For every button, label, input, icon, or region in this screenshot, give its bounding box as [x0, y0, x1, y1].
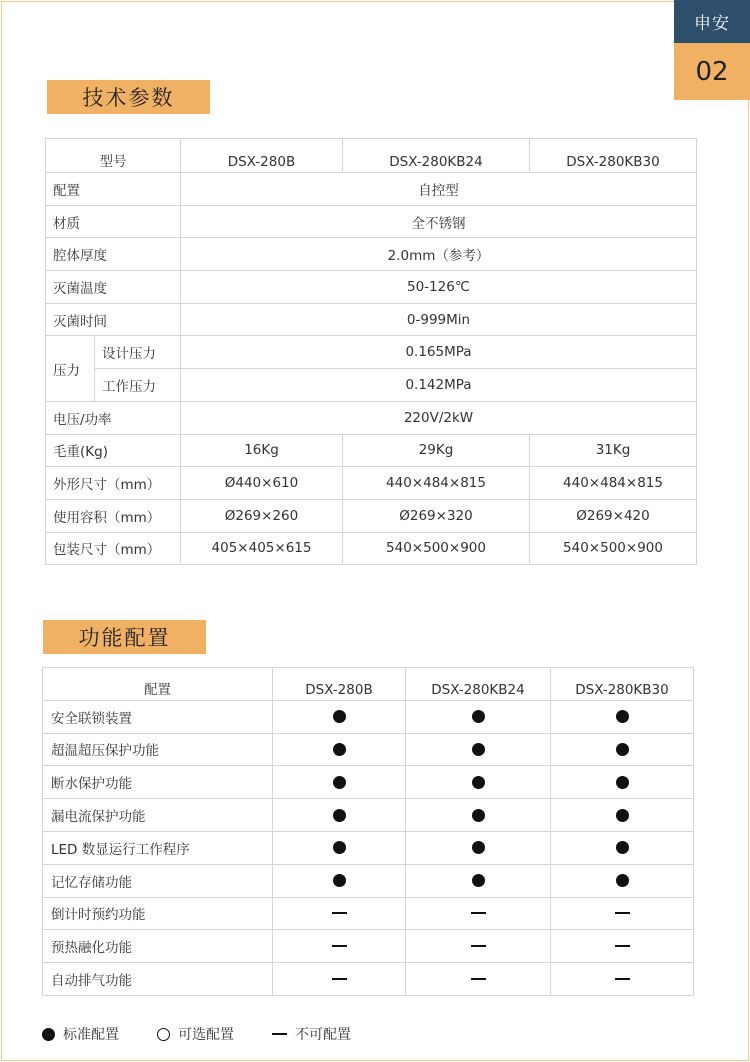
row-value: 自控型: [181, 173, 697, 206]
dash-icon: [332, 945, 347, 947]
legend-optional: [157, 1024, 234, 1044]
features-header-model: DSX-280KB24: [406, 668, 551, 701]
filled-dot-icon: [472, 874, 485, 887]
feature-mark-cell: [406, 864, 551, 897]
feature-mark-cell: [406, 766, 551, 799]
feature-mark-cell: [406, 930, 551, 963]
corner-tab: [674, 0, 750, 100]
feature-mark-cell: [273, 963, 406, 996]
feature-row: [43, 700, 694, 733]
filled-dot-icon: [333, 776, 346, 789]
legend-none-label: 不可配置: [295, 1027, 351, 1043]
feature-mark-cell: [551, 831, 694, 864]
feature-row: [43, 733, 694, 766]
spec-table: [45, 138, 697, 565]
filled-dot-icon: [333, 874, 346, 887]
spec-row-package: [46, 532, 697, 565]
feature-mark-cell: [273, 930, 406, 963]
brand-label: 申安: [674, 0, 750, 43]
dash-icon: [332, 978, 347, 980]
feature-row: [43, 930, 694, 963]
row-label: 使用容积（mm）: [46, 499, 181, 532]
feature-mark-cell: [551, 799, 694, 832]
feature-mark-cell: [273, 799, 406, 832]
feature-mark-cell: [406, 799, 551, 832]
spec-row-power: [46, 401, 697, 434]
feature-label: LED 数显运行工作程序: [43, 831, 273, 864]
row-label: 灭菌时间: [46, 303, 181, 336]
features-header-row: [43, 668, 694, 701]
feature-mark-cell: [406, 733, 551, 766]
filled-dot-icon: [616, 874, 629, 887]
row-value: 440×484×815: [530, 467, 697, 500]
feature-label: 漏电流保护功能: [43, 799, 273, 832]
feature-label: 预热融化功能: [43, 930, 273, 963]
feature-mark-cell: [273, 766, 406, 799]
feature-mark-cell: [551, 930, 694, 963]
spec-row-design-pressure: [46, 336, 697, 369]
feature-label: 断水保护功能: [43, 766, 273, 799]
spec-header-model: DSX-280KB30: [530, 139, 697, 173]
features-body: [43, 700, 694, 995]
filled-dot-icon: [616, 710, 629, 723]
filled-dot-icon: [472, 743, 485, 756]
feature-mark-cell: [551, 700, 694, 733]
filled-dot-icon: [616, 809, 629, 822]
filled-dot-icon: [616, 743, 629, 756]
row-label: 电压/功率: [46, 401, 181, 434]
row-label: 灭菌温度: [46, 271, 181, 304]
spec-header-model: DSX-280KB24: [343, 139, 530, 173]
legend: [42, 1024, 389, 1044]
row-value: Ø269×260: [181, 499, 343, 532]
row-label: 包装尺寸（mm）: [46, 532, 181, 565]
feature-label: 倒计时预约功能: [43, 897, 273, 930]
feature-mark-cell: [406, 831, 551, 864]
legend-none: [272, 1024, 351, 1044]
row-value: Ø269×420: [530, 499, 697, 532]
features-table: [42, 667, 694, 996]
feature-mark-cell: [551, 897, 694, 930]
dash-icon: [471, 978, 486, 980]
feature-label: 超温超压保护功能: [43, 733, 273, 766]
row-label: 毛重(Kg): [46, 434, 181, 467]
feature-mark-cell: [273, 700, 406, 733]
row-label: 配置: [46, 173, 181, 206]
spec-row-work-pressure: [46, 369, 697, 402]
feature-mark-cell: [406, 700, 551, 733]
dash-icon: [332, 912, 347, 914]
row-sublabel: 工作压力: [95, 369, 181, 402]
features-header-model: DSX-280B: [273, 668, 406, 701]
filled-dot-icon: [472, 809, 485, 822]
spec-header-model: DSX-280B: [181, 139, 343, 173]
row-value: 16Kg: [181, 434, 343, 467]
row-value: Ø269×320: [343, 499, 530, 532]
features-section-title: 功能配置: [43, 620, 206, 654]
row-value: 0.142MPa: [181, 369, 697, 402]
feature-mark-cell: [551, 963, 694, 996]
row-label: 外形尺寸（mm）: [46, 467, 181, 500]
row-value: 2.0mm（参考）: [181, 238, 697, 271]
row-value: 50-126℃: [181, 271, 697, 304]
row-value: 31Kg: [530, 434, 697, 467]
feature-mark-cell: [551, 733, 694, 766]
spec-header-label: 型号: [46, 139, 181, 173]
row-value: 全不锈钢: [181, 205, 697, 238]
feature-label: 安全联锁装置: [43, 700, 273, 733]
feature-row: [43, 897, 694, 930]
feature-mark-cell: [273, 733, 406, 766]
spec-row-thickness: [46, 238, 697, 271]
spec-row-weight: [46, 434, 697, 467]
page-number: 02: [674, 43, 750, 100]
feature-row: [43, 963, 694, 996]
features-header-label: 配置: [43, 668, 273, 701]
spec-row-volume: [46, 499, 697, 532]
dash-icon: [615, 945, 630, 947]
feature-row: [43, 831, 694, 864]
row-label: 材质: [46, 205, 181, 238]
feature-mark-cell: [406, 897, 551, 930]
hollow-circle-icon: [157, 1028, 170, 1041]
filled-dot-icon: [42, 1028, 55, 1041]
filled-dot-icon: [333, 841, 346, 854]
spec-row-material: [46, 205, 697, 238]
row-value: 540×500×900: [343, 532, 530, 565]
row-value: 405×405×615: [181, 532, 343, 565]
spec-row-time: [46, 303, 697, 336]
feature-label: 记忆存储功能: [43, 864, 273, 897]
legend-standard: [42, 1024, 119, 1044]
feature-row: [43, 766, 694, 799]
tech-section-title: 技术参数: [47, 80, 210, 114]
dash-icon: [615, 978, 630, 980]
filled-dot-icon: [616, 841, 629, 854]
spec-header-row: [46, 139, 697, 173]
filled-dot-icon: [333, 710, 346, 723]
feature-mark-cell: [273, 864, 406, 897]
row-value: 29Kg: [343, 434, 530, 467]
feature-row: [43, 799, 694, 832]
spec-row-dims: [46, 467, 697, 500]
dash-icon: [471, 912, 486, 914]
filled-dot-icon: [472, 841, 485, 854]
dash-icon: [615, 912, 630, 914]
filled-dot-icon: [472, 710, 485, 723]
filled-dot-icon: [616, 776, 629, 789]
row-value: 220V/2kW: [181, 401, 697, 434]
feature-label: 自动排气功能: [43, 963, 273, 996]
spec-row-temp: [46, 271, 697, 304]
row-value: 540×500×900: [530, 532, 697, 565]
filled-dot-icon: [472, 776, 485, 789]
spec-row-config: [46, 173, 697, 206]
row-value: Ø440×610: [181, 467, 343, 500]
row-value: 440×484×815: [343, 467, 530, 500]
legend-standard-label: 标准配置: [63, 1027, 119, 1043]
dash-icon: [471, 945, 486, 947]
features-header-model: DSX-280KB30: [551, 668, 694, 701]
feature-mark-cell: [551, 864, 694, 897]
row-value: 0.165MPa: [181, 336, 697, 369]
filled-dot-icon: [333, 743, 346, 756]
feature-row: [43, 864, 694, 897]
row-label: 压力: [46, 336, 95, 401]
feature-mark-cell: [273, 897, 406, 930]
row-label: 腔体厚度: [46, 238, 181, 271]
feature-mark-cell: [406, 963, 551, 996]
row-sublabel: 设计压力: [95, 336, 181, 369]
feature-mark-cell: [551, 766, 694, 799]
legend-optional-label: 可选配置: [178, 1027, 234, 1043]
row-value: 0-999Min: [181, 303, 697, 336]
filled-dot-icon: [333, 809, 346, 822]
dash-icon: [272, 1033, 287, 1035]
feature-mark-cell: [273, 831, 406, 864]
